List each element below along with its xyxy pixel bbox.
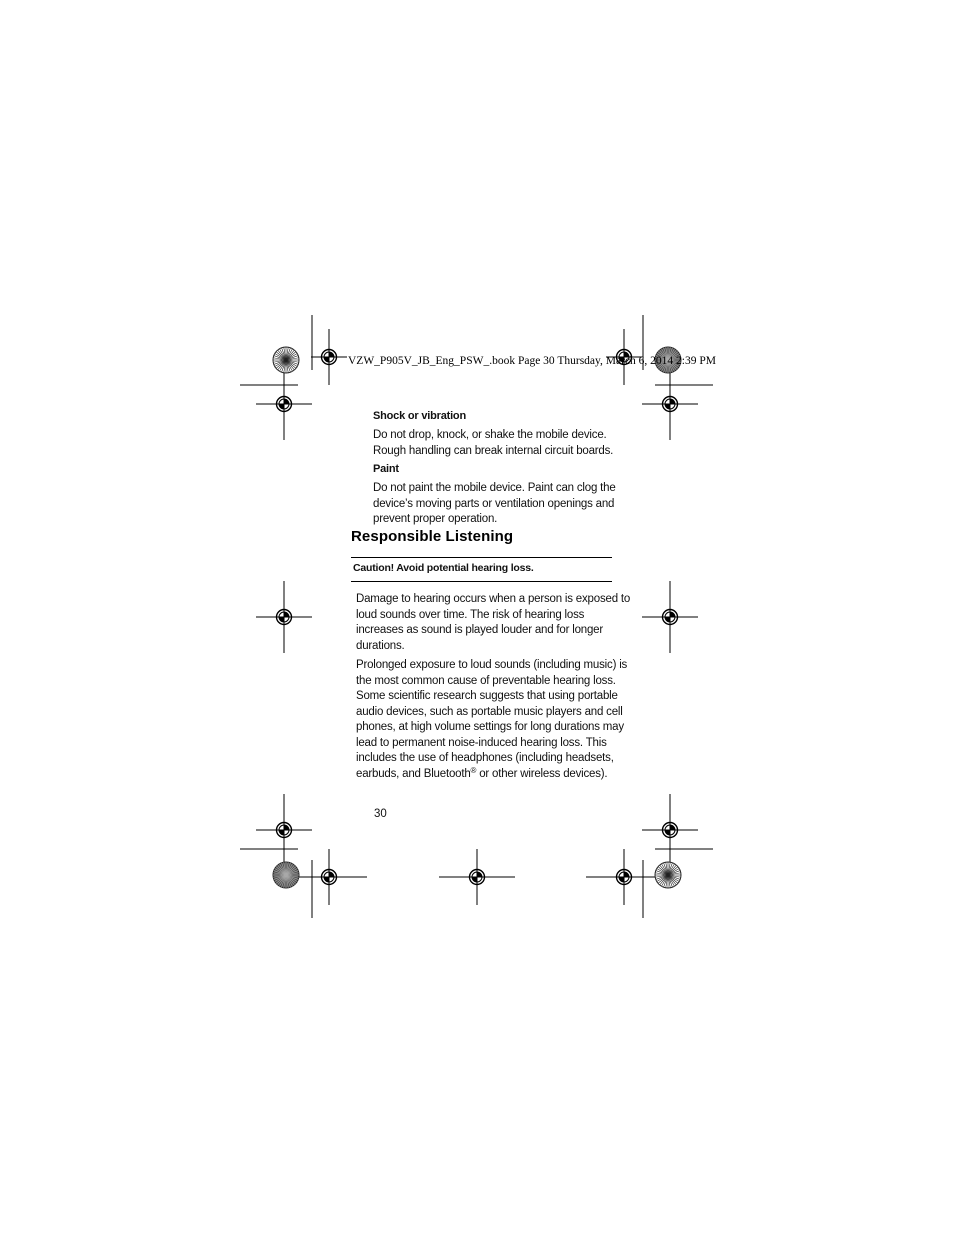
text-line: durations. <box>356 639 405 652</box>
color-bar-starburst-icon <box>273 347 299 373</box>
paragraph-shock <box>373 428 613 459</box>
text-line: Prolonged exposure to loud sounds (including music) is <box>356 659 628 671</box>
registered-mark: ® <box>470 765 477 775</box>
color-bar-starburst-icon <box>655 862 681 888</box>
text-line: lead to permanent noise-induced hearing loss. This <box>356 736 607 749</box>
paragraph-damage <box>356 592 630 654</box>
rule-bottom <box>351 581 612 582</box>
page-number: 30 <box>374 808 387 820</box>
text-line: includes the use of headphones (including headsets, <box>356 752 614 764</box>
registration-target-icon <box>642 581 698 653</box>
registration-target-icon <box>291 849 367 905</box>
text-line: prevent proper operation. <box>373 513 498 525</box>
text-line-last <box>356 767 627 783</box>
subheading-shock: Shock or vibration <box>373 410 466 422</box>
color-bar-starburst-icon <box>273 862 299 888</box>
text-line: device’s moving parts or ventilation openings and <box>373 497 615 510</box>
registration-target-icon <box>642 794 698 866</box>
print-slug-header: VZW_P905V_JB_Eng_PSW_.book Page 30 Thursday, March 6, 2014 2:39 PM <box>348 355 716 367</box>
text-fragment: earbuds, and Bluetooth <box>356 767 471 780</box>
text-line: the most common cause of preventable hearing loss. <box>356 674 616 687</box>
text-line: audio devices, such as portable music players and cell <box>356 705 623 718</box>
registration-target-icon <box>439 849 515 905</box>
text-line: Some scientific research suggests that using portable <box>356 690 618 702</box>
paragraph-prolonged <box>356 658 627 782</box>
text-line: Damage to hearing occurs when a person is exposed to <box>356 593 631 605</box>
registration-target-icon <box>642 368 698 440</box>
registration-target-icon <box>256 794 312 866</box>
registration-target-icon <box>256 368 312 440</box>
text-line: loud sounds over time. The risk of hearing loss <box>356 608 585 621</box>
section-title: Responsible Listening <box>351 528 514 545</box>
caution-text: Caution! Avoid potential hearing loss. <box>353 562 534 574</box>
paragraph-paint <box>373 481 616 528</box>
text-line: phones, at high volume settings for long durations may <box>356 721 624 733</box>
text-line: Do not drop, knock, or shake the mobile device. <box>373 429 607 441</box>
text-line: Do not paint the mobile device. Paint can clog the <box>373 482 616 494</box>
text-line: increases as sound is played louder and for longer <box>356 624 603 636</box>
text-line: Rough handling can break internal circuit boards. <box>373 444 614 457</box>
rule-top <box>351 557 612 558</box>
registration-target-icon <box>256 581 312 653</box>
registration-target-icon <box>311 329 347 385</box>
registration-target-icon <box>586 849 662 905</box>
subheading-paint: Paint <box>373 463 399 475</box>
text-fragment: or other wireless devices). <box>476 767 608 780</box>
